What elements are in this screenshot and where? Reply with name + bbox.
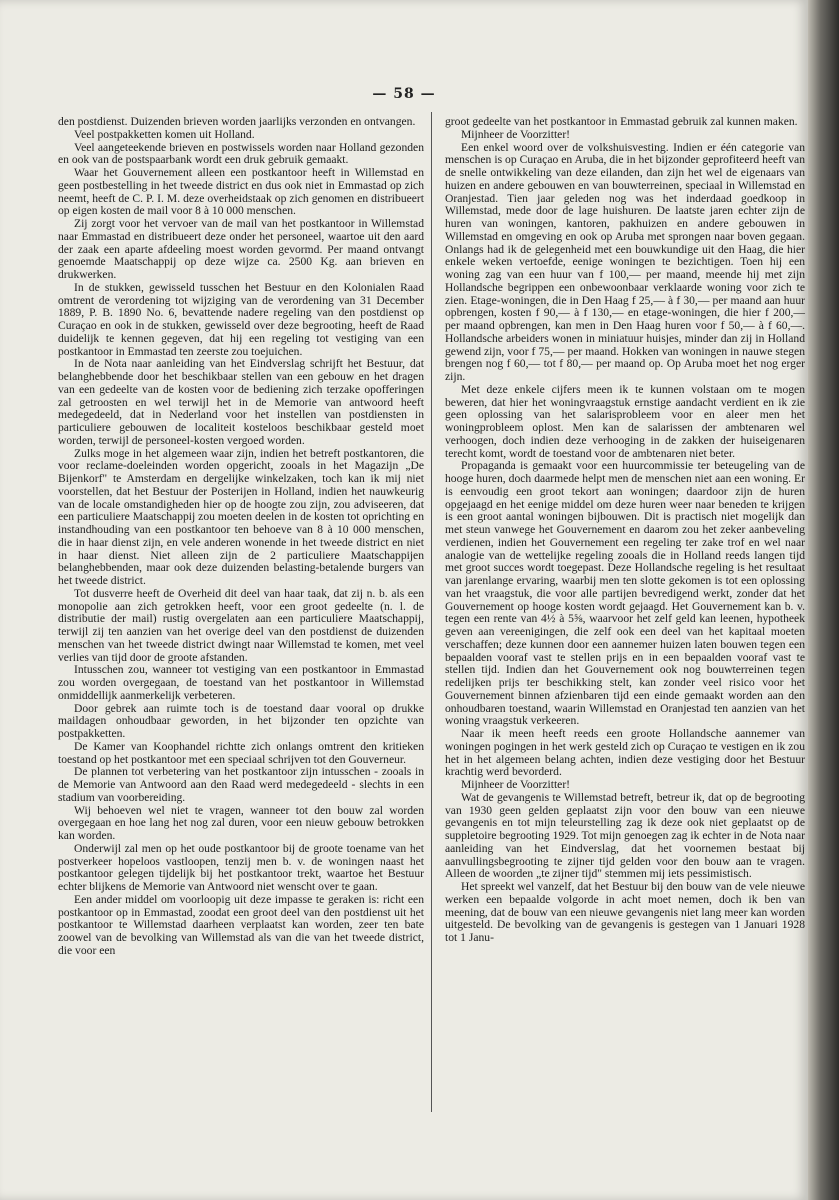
paragraph: Zij zorgt voor het vervoer van de mail van het postkantoor in Willemstad naar Emmastad en distribueert deze onder het personeel, waartoe uit den aard der zaak een aparte afdeeling moest worden gevormd. Per maand ontvangt genoemde Maatschappij op deze wijze ca. 2500 Kg. aan brieven en drukwerken. [58,217,424,281]
paragraph: den postdienst. Duizenden brieven worden jaarlijks verzonden en ontvangen. [58,115,416,128]
paragraph: De Kamer van Koophandel richtte zich onlangs omtrent den kritieken toestand op het postkantoor met een speciaal schrijven tot den Gouverneur. [58,739,424,766]
section-address: Mijnheer de Voorzitter! [461,127,571,141]
paragraph: groot gedeelte van het postkantoor in Emmastad gebruik zal kunnen maken. [445,115,798,128]
paragraph: Wat de gevangenis te Willemstad betreft, betreur ik, dat op de begrooting van 1930 geen gelden geplaatst zijn voor den bouw van een nieuwe gevangenis en tot mijn teleurstelling zag ik deze ook niet geplaatst op de suppletoire begrooting 1929. Tot mijn genoegen zag ik echter in de Nota naar aanleiding van het Eindverslag, dat het voornemen bestaat bij aanvullingsbegrooting te zijner tijd gelden voor den bouw aan te vragen. Alleen de woorden „te zijner tijd" stemmen mij iets pessimistisch. [445,790,805,881]
paragraph: In de Nota naar aanleiding van het Eindverslag schrijft het Bestuur, dat belanghebbende door het beschikbaar stellen van een gebouw en het dragen van een gedeelte van de kosten voor de bediening zich terzake opofferingen zal getroosten en wel terwijl het in de Memorie van antwoord heeft medegedeeld, dat in Nederland voor het instellen van postdiensten in particuliere gebouwen de localiteit kosteloos beschikbaar gesteld moet worden, terwijl de personeel-kosten vergoed worden. [58,357,424,447]
paragraph: Een ander middel om voorloopig uit deze impasse te geraken is: richt een postkantoor op in Emmastad, zoodat een groot deel van den postdienst uit het postkantoor te Willemstad daarheen verplaatst kan worden, zeer ten bate zoowel van de bevolking van Willemstad als van die van het tweede district, die voor een [58,892,424,957]
paragraph: Intusschen zou, wanneer tot vestiging van een postkantoor in Emmastad zou worden overgegaan, de toestand van het postkantoor in Willemstad onmiddellijk aanmerkelijk verbeteren. [58,663,424,702]
column-divider [431,112,432,1112]
paragraph: Naar ik meen heeft reeds een groote Hollandsche aannemer van woningen pogingen in het werk gesteld zich op Curaçao te vestigen en ik zou het in het algemeen belang achten, indien deze vestiging door het Bestuur krachtig werd bevorderd. [445,727,805,779]
left-column [58,116,424,958]
paragraph: Het spreekt wel vanzelf, dat het Bestuur bij den bouw van de vele nieuwe werken een bepaalde volgorde in acht moet nemen, doch ik ben van meening, dat de bouw van een nieuwe gevangenis niet lang meer kan worden uitgesteld. De bevolking van de gevangenis is gestegen van 1 Januari 1928 tot 1 Janu- [445,880,805,944]
paragraph: Onderwijl zal men op het oude postkantoor bij de groote toename van het postverkeer hopeloos vastloopen, tenzij men b. v. de woningen naast het postkantoor gelegen tijdelijk bij het postkantoor trekt, waartoe het Bestuur echter blijkens de Memorie van Antwoord niet wenscht over te gaan. [58,841,424,893]
book-edge [808,0,839,1200]
paragraph: Veel aangeteekende brieven en postwissels worden naar Holland gezonden en ook van de postspaarbank wordt een druk gebruik gemaakt. [58,140,424,167]
paragraph: In de stukken, gewisseld tusschen het Bestuur en den Kolonialen Raad omtrent de verordening tot wijziging van de verordening van 31 December 1889, P. B. 1890 No. 6, bevattende nadere regeling van den postdienst op Curaçao en ook in de stukken, gewisseld over deze begrooting, heeft de Raad duidelijk te kennen gegeven, dat hij een regeling tot vestiging van een postkantoor in Emmastad ten zeerste zou toejuichen. [58,280,424,358]
page-number: — 58 — [372,86,436,102]
paragraph: Tot dusverre heeft de Overheid dit deel van haar taak, dat zij n. b. als een monopolie aan zich getrokken heeft, voor een groot gedeelte (n. l. de distributie der mail) rustig overgelaten aan een particuliere Maatschappij, terwijl zij ten aanzien van het overige deel van den postdienst de duizenden menschen van het tweede district dwingt naar Willemstad te komen, met veel verlies van tijd door de groote afstanden. [58,586,424,664]
paragraph: Waar het Gouvernement alleen een postkantoor heeft in Willemstad en geen postbestelling in het tweede district en dus ook niet in Emmastad op zich neemt, heeft de C. P. I. M. deze overheidstaak op zich genomen en distribueert op eigen kosten de mail voor 8 à 10 000 menschen. [58,166,424,218]
paragraph: Wij behoeven wel niet te vragen, wanneer tot den bouw zal worden overgegaan en hoe lang het nog zal duren, voor een nieuw gebouw betrokken kan worden. [58,803,424,842]
right-column [445,116,805,945]
section-address: Mijnheer de Voorzitter! [461,778,571,791]
paragraph: Door gebrek aan ruimte toch is de toestand daar vooral op drukke maildagen onhoudbaar geworden, in het bijzonder ten opzichte van postpakketten. [58,701,424,740]
paragraph: Met deze enkele cijfers meen ik te kunnen volstaan om te mogen beweren, dat hier het woningvraagstuk ernstige aandacht verdient en ik zie geen oplossing van het salarisprobleem voor en aleer men het woningprobleem oplost. Men kan de salarissen der ambtenaren wel verhoogen, doch indien deze verhooging in de zakken der huiseigenaren terecht komt, wordt de toestand voor de ambtenaren niet beter. [445,382,805,460]
paragraph: Een enkel woord over de volkshuisvesting. Indien er één categorie van menschen is op Curaçao en Aruba, die in het bijzonder geprofiteerd heeft van de snelle ontwikkeling van deze eilanden, dan zijn het wel de eigenaars van huizen en andere gebouwen en van bouwterreinen, speciaal in Willemstad en Oranjestad. Tien jaar geleden nog was het inderdaad goedkoop in Willemstad, mede door de lage huishuren. De laatste jaren echter zijn de huren van woningen, kantoren, pakhuizen en andere gebouwen in Willemstad en omgeving en ook op Aruba met sprongen naar boven gegaan. Onlangs had ik de gelegenheid met een bouwkundige uit den Haag, die hier enkele weken vertoefde, eenige woningen te bezichtigen. Toen hij een woning zag van een huur van f 100,— per maand, meende hij met zijn Hollandsche begrippen een onbewoonbaar verklaarde woning voor zich te zien. Etage-woningen, die in Den Haag f 25,— à f 30,— per maand aan huur opbrengen, kosten f 90,— à f 130,— en etage-woningen, die hier f 200,— per maand opbrengen, kan men in Den Haag huren voor f 50,— à f 60,—. Hollandsche arbeiders wonen in miniatuur huisjes, minder dan zij in Holland gewend zijn, voor f 75,— per maand. Hokken van woningen in nauwe stegen brengen nog f 60,— tot f 80,— per maand op. Op Aruba moet het nog erger zijn. [445,140,805,383]
paragraph: Propaganda is gemaakt voor een huurcommissie ter beteugeling van de hooge huren, doch daarmede helpt men de menschen niet aan een woning. Er is eenvoudig een groot tekort aan woningen; daardoor zijn de huren opgejaagd en het eenige middel om deze huren weer naar beneden te krijgen is een groot aantal woningen bijbouwen. Dit is practisch niet mogelijk dan met steun vanwege het Gouvernement en daarom zou het zeker aanbeveling verdienen, indien het Gouvernement een regeling ter zake trof en wel naar analogie van de wettelijke regeling zooals die in Holland reeds langen tijd met groot succes wordt toegepast. Deze Hollandsche regeling is het resultaat van jarenlange ervaring, waarbij men ten slotte gekomen is tot een oplossing van het vraagstuk, die voor alle partijen bevredigend werkt, zonder dat het Gouvernement op hooge kosten wordt gejaagd. Het Gouvernement kan b. v. tegen een rente van 4½ à 5⅝, waarvoor het zelf geld kan leenen, hypotheek geven aan vereenigingen, die zelf ook een deel van het kapitaal moeten verschaffen; deze kunnen door een aannemer huizen laten bouwen tegen een bepaalden vooraf vast te stellen prijs en in een bepaalden vooraf vast te stellen tijd. Indien dan het Gouvernement ook nog bouwterreinen tegen redelijken prijs ter beschikking stelt, kan zonder veel risico voor het Gouvernement binnen afzienbaren tijd een einde gemaakt worden aan den onhoudbaren toestand, waarin Willemstad en Oranjestad ten aanzien van het woning vraagstuk verkeeren. [445,459,805,728]
paragraph: De plannen tot verbetering van het postkantoor zijn intusschen - zooals in de Memorie van Antwoord aan den Raad werd medegedeeld - slechts in een stadium van voorbereiding. [58,765,424,804]
paragraph: Veel postpakketten komen uit Holland. [74,127,255,141]
paragraph: Zulks moge in het algemeen waar zijn, indien het betreft postkantoren, die voor reclame-doeleinden worden opgericht, zooals in het Magazijn „De Bijenkorf" te Amsterdam en dergelijke winkelzaken, toch kan ik mij niet voorstellen, dat het Bestuur der Posterijen in Holland, indien het nauwkeurig van de locale omstandigheden hier op de hoogte zou zijn, zou adviseeren, dat een particuliere Maatschappij zou moeten deelen in de kosten tot oprichting en instandhouding van een postkantoor ten behoeve van 8 à 10 000 menschen, die in haar dienst zijn, en vele anderen wonende in het tweede district en niet in haar dienst. Niet alleen zijn de 2 particuliere Maatschappijen belanghebbenden, maar ook deze duizenden belasting-betalende burgers van het tweede district. [58,446,424,587]
